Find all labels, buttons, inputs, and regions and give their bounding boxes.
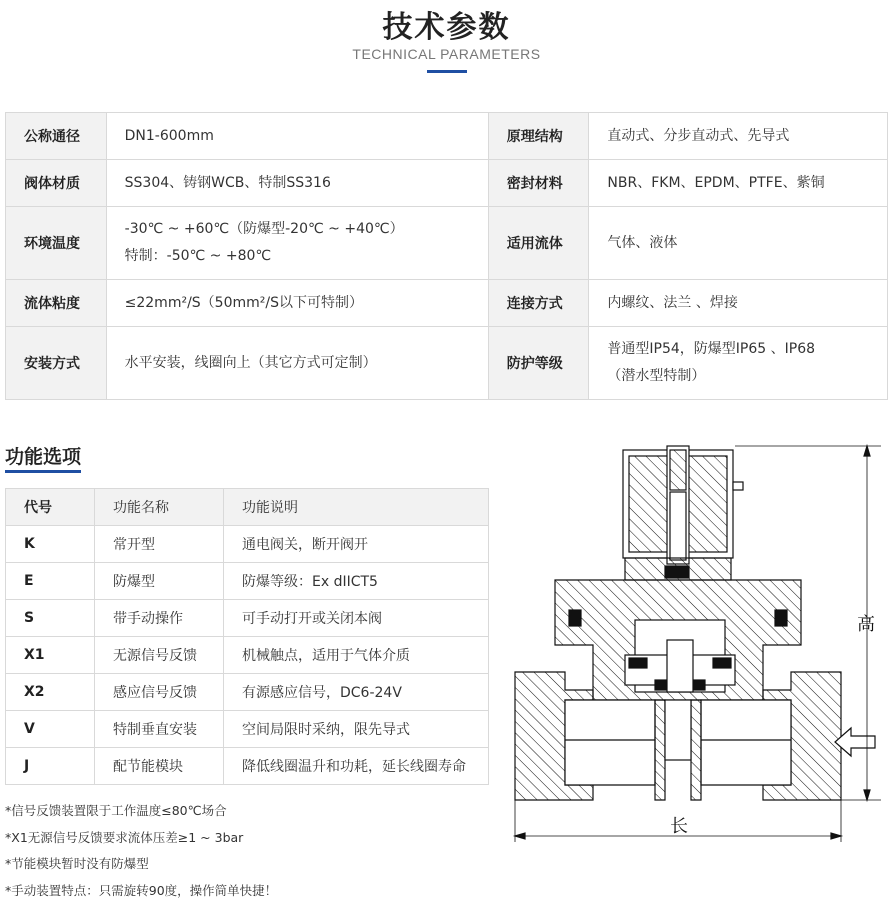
option-code: K [6, 526, 95, 563]
table-row [6, 748, 489, 785]
height-label: 高 [857, 614, 875, 635]
option-name: 无源信号反馈 [95, 637, 224, 674]
header-code: 代号 [6, 489, 95, 526]
table-row [6, 526, 489, 563]
header-desc: 功能说明 [224, 489, 489, 526]
table-row [6, 563, 489, 600]
notes [5, 801, 277, 907]
param-value: 直动式、分步直动式、先导式 [589, 113, 888, 160]
options-header-row [6, 489, 489, 526]
param-row [6, 113, 888, 160]
option-code: J [6, 748, 95, 785]
option-desc: 有源感应信号，DC6-24V [224, 674, 489, 711]
page-subtitle: TECHNICAL PARAMETERS [352, 46, 541, 62]
param-value: 气体、液体 [589, 207, 888, 280]
param-key: 密封材料 [488, 160, 589, 207]
title-underline [427, 70, 467, 73]
table-row [6, 711, 489, 748]
note: *X1无源信号反馈要求流体压差≥1 ~ 3bar [5, 829, 244, 845]
option-name: 配节能模块 [95, 748, 224, 785]
table-row [6, 674, 489, 711]
param-row [6, 160, 888, 207]
param-key: 环境温度 [6, 207, 107, 280]
param-row [6, 327, 888, 400]
options-table [5, 488, 489, 785]
table-row [6, 637, 489, 674]
table-row [6, 600, 489, 637]
option-name: 常开型 [95, 526, 224, 563]
param-value: NBR、FKM、EPDM、PTFE、紫铜 [589, 160, 888, 207]
param-value: 普通型IP54，防爆型IP65 、IP68 （潜水型特制） [589, 327, 888, 400]
option-name: 防爆型 [95, 563, 224, 600]
param-key: 流体粘度 [6, 280, 107, 327]
option-code: X1 [6, 637, 95, 674]
param-key: 防护等级 [488, 327, 589, 400]
option-desc: 可手动打开或关闭本阀 [224, 600, 489, 637]
option-desc: 机械触点，适用于气体介质 [224, 637, 489, 674]
param-key: 连接方式 [488, 280, 589, 327]
param-key: 阀体材质 [6, 160, 107, 207]
option-desc: 通电阀关，断开阀开 [224, 526, 489, 563]
option-desc: 降低线圈温升和功耗，延长线圈寿命 [224, 748, 489, 785]
param-key: 安装方式 [6, 327, 107, 400]
length-label: 长 [670, 816, 688, 837]
valve-cross-section-drawing [505, 440, 889, 852]
param-value: SS304、铸钢WCB、特制SS316 [106, 160, 488, 207]
header-name: 功能名称 [95, 489, 224, 526]
options-section-title: 功能选项 [5, 445, 81, 473]
param-value: DN1-600mm [106, 113, 488, 160]
param-value: 内螺纹、法兰 、焊接 [589, 280, 888, 327]
page-title: 技术参数 [382, 10, 511, 45]
param-row [6, 207, 888, 280]
note: *信号反馈装置限于工作温度≤80℃场合 [5, 803, 227, 818]
option-desc: 防爆等级：Ex dIICT5 [224, 563, 489, 600]
note: *节能模块暂时没有防爆型 [5, 856, 149, 871]
param-value: 水平安装，线圈向上（其它方式可定制） [106, 327, 488, 400]
option-name: 特制垂直安装 [95, 711, 224, 748]
param-key: 适用流体 [488, 207, 589, 280]
option-code: V [6, 711, 95, 748]
param-key: 原理结构 [488, 113, 589, 160]
option-code: E [6, 563, 95, 600]
parameters-table [5, 112, 888, 400]
option-code: X2 [6, 674, 95, 711]
param-value: -30℃ ~ +60℃（防爆型-20℃ ~ +40℃） 特制：-50℃ ~ +80℃ [106, 207, 488, 280]
param-row [6, 280, 888, 327]
option-name: 感应信号反馈 [95, 674, 224, 711]
param-value: ≤22mm²/S（50mm²/S以下可特制） [106, 280, 488, 327]
option-desc: 空间局限时采纳，限先导式 [224, 711, 489, 748]
param-key: 公称通径 [6, 113, 107, 160]
note: *手动装置特点：只需旋转90度，操作简单快捷！ [5, 882, 278, 898]
option-code: S [6, 600, 95, 637]
option-name: 带手动操作 [95, 600, 224, 637]
